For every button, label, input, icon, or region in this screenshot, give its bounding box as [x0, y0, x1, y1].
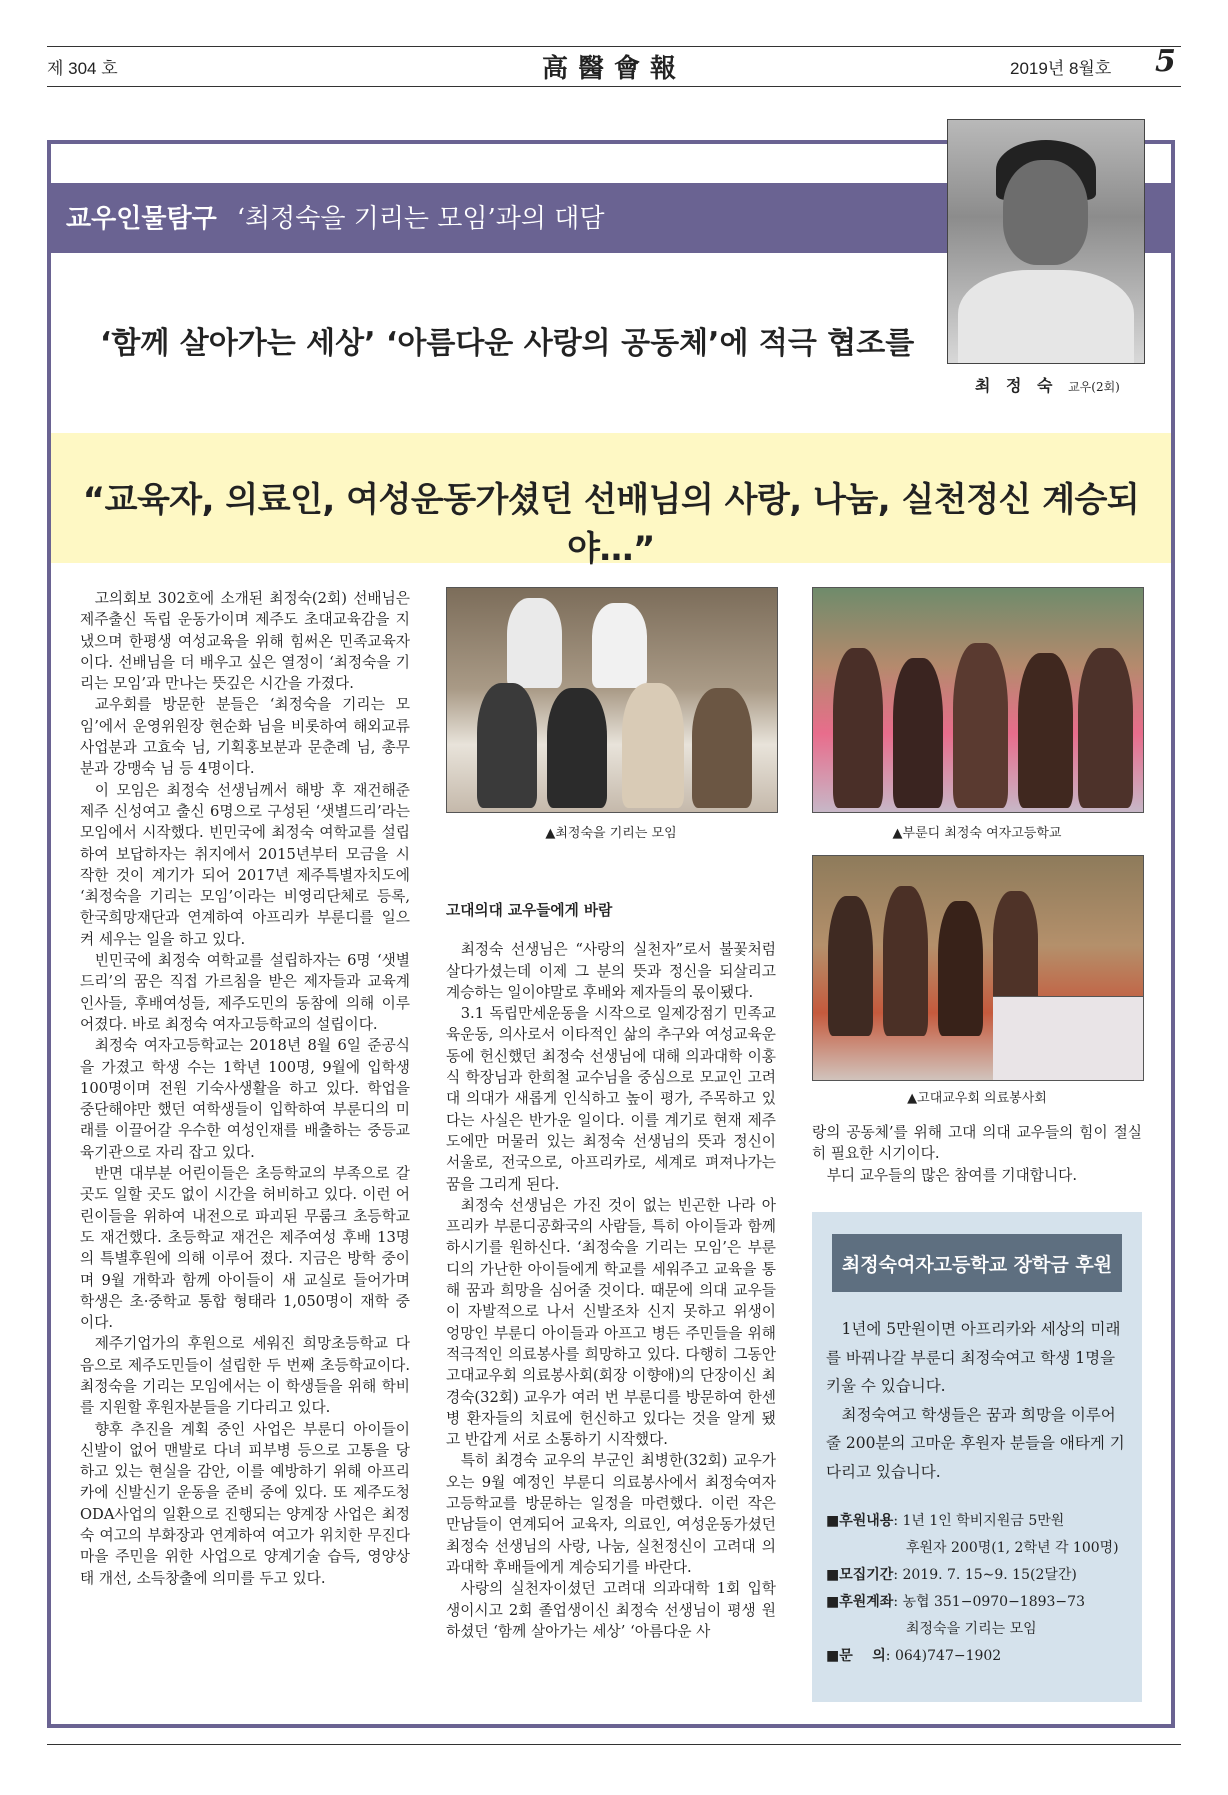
paragraph: 반면 대부분 어린이들은 초등학교의 부족으로 갈 곳도 일할 곳도 없이 시간을 허비하고 있다. 이런 어린이들을 위하여 내전으로 파괴된 무룸크 초등학교도 재건했다. 초등학교 재건은 제주여성 후배 13명의 특별후원에 의해 이루어 졌다. 지금은 방학 중이며 9월 개학과 함께 아이들이 새 교실로 들어가며 학생은 초·중학교 통합 형태라 1,050명이 재학 중이다.	[80, 1165, 410, 1332]
header-top-rule	[47, 46, 1181, 47]
paragraph: 3.1 독립만세운동을 시작으로 일제강점기 민족교육운동, 의사로서 이타적인 삶의 추구와 여성교육운동에 헌신했던 최정숙 선생님에 대해 의과대학 이홍식 학장님과 한희철 교수님을 중심으로 모교인 고려대 의대가 새롭게 인식하고 높이 평가, 주목하고 있다는 사실은 반가운 일이다. 이를 계기로 현재 제주도에만 머물러 있는 최정숙 선생님의 뜻과 정신이 서울로, 전국으로, 아프리카로, 세계로 펴져나가는 꿈을 그리게 된다.	[446, 1005, 776, 1193]
article-subheadline: ‘함께 살아가는 세상’ ‘아름다운 사랑의 공동체’에 적극 협조를	[100, 326, 915, 361]
portrait-figure-face	[1003, 160, 1088, 265]
photo-person	[692, 688, 752, 808]
inset-photo	[993, 996, 1143, 1081]
photo-person	[1078, 648, 1133, 808]
photo-person	[477, 683, 537, 808]
paragraph: 고의회보 302호에 소개된 최정숙(2회) 선배님은 제주출신 독립 운동가이며 제주도 초대교육감을 지냈으며 한평생 여성교육을 위해 힘써온 민족교육자이다. 선배님을 더 배우고 싶은 열정이 ‘최정숙을 기리는 모임’과 만나는 뜻깊은 시간을 가졌다.	[80, 590, 410, 693]
detail-label: ■문 의	[826, 1648, 886, 1664]
banner-kicker: 교우인물탐구	[66, 203, 217, 233]
photo-person	[833, 648, 883, 808]
banner-heading	[66, 198, 605, 235]
paragraph: 최정숙여고 학생들은 꿈과 희망을 이루어 줄 200분의 고마운 후원자 분들을 애타게 기다리고 있습니다.	[826, 1405, 1125, 1481]
photo-person	[828, 896, 873, 1036]
sponsorship-body	[826, 1315, 1131, 1486]
photo-caption: ▲고대교우회 의료봉사회	[907, 1091, 1047, 1106]
portrait-name: 최 정 숙	[975, 376, 1058, 395]
portrait-caption	[975, 373, 1120, 396]
paragraph: 부디 교우들의 많은 참여를 기대합니다.	[826, 1166, 1078, 1184]
page-number: 5	[1155, 44, 1176, 79]
detail-value: : 064)747−1902	[885, 1648, 1002, 1664]
header-bottom-rule	[47, 86, 1181, 87]
masthead: 高醫會報	[541, 54, 686, 84]
photo-person	[993, 891, 1038, 1011]
detail-label: ■모집기간	[826, 1567, 894, 1583]
paragraph: 최정숙 선생님은 가진 것이 없는 빈곤한 나라 아프리카 부룬디공화국의 사람들, 특히 아이들과 함께 하시기를 원하신다. ‘최정숙을 기리는 모임’은 부룬디의 가난한 아이들에게 학교를 세워주고 교육을 통해 꿈과 희망을 심어줄 것이다. 때문에 의대 교우들이 자발적으로 나서 신발조차 신지 못하고 위생이 엉망인 부룬디 아이들과 아프고 병든 주민들을 위해 적극적인 의료봉사를 희망하고 있다. 다행히 그동안 고대교우회 의료봉사회(회장 이향애)의 단장이신 최경숙(32회) 교우가 여러 번 부룬디를 방문하여 한센병 환자들의 치료에 헌신하고 있다는 것을 알게 됐고 반갑게 서로 소통하기 시작했다.	[446, 1196, 776, 1449]
photo-caption: ▲최정숙을 기리는 모임	[545, 826, 677, 841]
issue-number: 제 304 호	[47, 59, 118, 78]
detail-continuation: 후원자 200명(1, 2학년 각 100명)	[906, 1540, 1119, 1556]
banner-title: ‘최정숙을 기리는 모임’과의 대담	[236, 204, 605, 234]
paragraph: 특히 최경숙 교우의 부군인 최병한(32회) 교우가 오는 9월 예정인 부룬디 의료봉사에서 최정숙여자고등학교를 방문하는 일정을 마련했다. 이런 작은 만남들이 연계되어 교육자, 의료인, 여성운동가셨던 최정숙 선생님의 사랑, 나눔, 실천정신이 고려대 의과대학 후배들에게 계승되기를 바란다.	[446, 1452, 776, 1576]
article-column-1	[80, 588, 410, 1589]
detail-label: ■후원내용	[826, 1513, 894, 1529]
photo-person	[953, 643, 1008, 808]
article-column-2	[446, 900, 776, 1642]
detail-value: : 2019. 7. 15∼9. 15(2달간)	[893, 1567, 1077, 1583]
photo-person	[883, 886, 928, 1036]
detail-value: : 농협 351−0970−1893−73	[893, 1594, 1085, 1610]
pull-quote: “교육자, 의료인, 여성운동가셨던 선배님의 사랑, 나눔, 실천정신 계승되야…”	[82, 480, 1140, 569]
footer-rule	[47, 1744, 1181, 1745]
paragraph: 최정숙 선생님은 “사랑의 실천자”로서 불꽃처럼 살다가셨는데 이제 그 분의 뜻과 정신을 되살리고 계승하는 일이야말로 후배와 제자들의 몫이됐다.	[446, 941, 776, 1001]
portrait-role: 교우(2회)	[1068, 380, 1120, 394]
section-heading: 고대의대 교우들에게 바람	[446, 902, 613, 919]
detail-label: ■후원계좌	[826, 1594, 894, 1610]
paragraph: 빈민국에 최정숙 여학교를 설립하자는 6명 ‘샛별드리’의 꿈은 직접 가르침을 받은 제자들과 교육계 인사들, 후배여성들, 제주도민의 동참에 의해 이루어졌다. 바로 최정숙 여자고등학교의 설립이다.	[80, 952, 410, 1033]
school-students-photo	[812, 587, 1144, 813]
sponsorship-title: 최정숙여자고등학교 장학금 후원	[832, 1234, 1122, 1292]
photo-person	[592, 603, 647, 688]
photo-person	[893, 658, 943, 808]
photo-person	[622, 683, 684, 808]
portrait-photo	[947, 119, 1145, 364]
group-photo	[446, 587, 778, 813]
detail-item	[826, 1508, 1131, 1535]
detail-item	[826, 1562, 1131, 1589]
photo-person	[1018, 653, 1073, 808]
paragraph: 최정숙 여자고등학교는 2018년 8월 6일 준공식을 가졌고 학생 수는 1학년 100명, 9월에 입학생 100명이며 전원 기숙사생활을 하고 있다. 학업을 중단해야만 했던 여학생들이 입학하여 부룬디의 미래를 이끌어갈 우수한 여성인재를 배출하는 중등교육기관으로 자리 잡고 있다.	[80, 1037, 410, 1161]
detail-value: : 1년 1인 학비지원금 5만원	[893, 1513, 1065, 1529]
paragraph: 교우회를 방문한 분들은 ‘최정숙을 기리는 모임’에서 운영위원장 현순화 님을 비롯하여 해외교류사업분과 고효숙 님, 기획홍보분과 문춘례 님, 총무분과 강맹숙 님 등 4명이다.	[80, 696, 410, 778]
photo-person	[547, 688, 607, 808]
photo-person	[938, 901, 983, 1036]
paragraph: 향후 추진을 계획 중인 사업은 부룬디 아이들이 신발이 없어 맨발로 다녀 피부병 등으로 고통을 당하고 있는 현실을 감안, 이를 예방하기 위해 아프리카에 신발신기 운동을 준비 중에 있다. 또 제주도청 ODA사업의 일환으로 진행되는 양계장 사업은 최정숙 여고의 부화장과 연계하여 여고가 위치한 무진다 마을 주민을 위한 사업으로 양계기술 습득, 영양상태 개선, 소득창출에 의미를 두고 있다.	[80, 1420, 410, 1587]
article-column-3	[812, 1122, 1142, 1186]
paragraph: 랑의 공동체’를 위해 고대 의대 교우들의 힘이 절실히 필요한 시기이다.	[812, 1124, 1142, 1163]
portrait-figure-body	[958, 270, 1134, 364]
paragraph: 1년에 5만원이면 아프리카와 세상의 미래를 바꿔나갈 부룬디 최정숙여고 학생 1명을 키울 수 있습니다.	[826, 1320, 1121, 1395]
detail-item	[826, 1643, 1131, 1670]
sponsorship-details	[826, 1508, 1131, 1670]
issue-date: 2019년 8월호	[1010, 59, 1112, 78]
detail-continuation: 최정숙을 기리는 모임	[906, 1621, 1037, 1637]
photo-caption: ▲부룬디 최정숙 여자고등학교	[892, 826, 1062, 841]
paragraph: 사랑의 실천자이셨던 고려대 의과대학 1회 입학생이시고 2회 졸업생이신 최정숙 선생님이 평생 원하셨던 ‘함께 살아가는 세상’ ‘아름다운 사	[446, 1580, 776, 1640]
paragraph: 이 모임은 최정숙 선생님께서 해방 후 재건해준 제주 신성여고 출신 6명으로 구성된 ‘샛별드리’라는 모임에서 시작했다. 빈민국에 최정숙 여학교를 설립하여 보답하자는 취지에서 2015년부터 모금을 시작한 것이 계기가 되어 2017년 제주특별자치도에 ‘최정숙을 기리는 모임’이라는 비영리단체로 등록, 한국희망재단과 연계하여 아프리카 부룬디를 일으켜 세우는 일을 하고 있다.	[80, 781, 410, 948]
detail-item	[826, 1589, 1131, 1616]
photo-person	[507, 598, 562, 688]
paragraph: 제주기업가의 후원으로 세워진 희망초등학교 다음으로 제주도민들이 설립한 두 번째 초등학교이다. 최정숙을 기리는 모임에서는 이 학생들을 위해 학비를 지원할 후원자분들을 기다리고 있다.	[80, 1335, 410, 1417]
medical-volunteer-photo	[812, 855, 1144, 1081]
